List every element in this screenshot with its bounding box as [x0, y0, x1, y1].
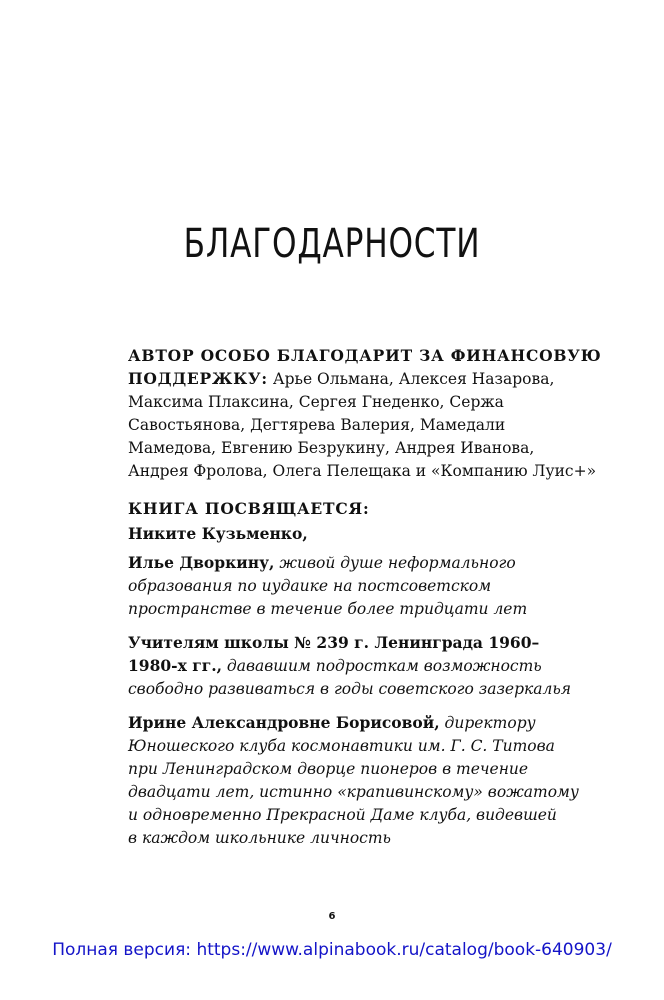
finance-line3: Максима Плаксина, Сергея Гнеденко, Сержа: [128, 393, 504, 411]
school-line2: [128, 654, 598, 678]
borisova-name: Ирине Александровне Борисовой,: [128, 713, 440, 732]
dvorkin-line2: образования по иудаике на постсоветском: [128, 577, 492, 595]
finance-line2: [128, 367, 598, 391]
finance-line6: Андрея Фролова, Олега Пелещака и «Компанию Луис+»: [128, 462, 597, 480]
borisova-line1: [128, 711, 598, 735]
page-number: 6: [328, 911, 336, 922]
borisova-line6: в каждом школьнике личность: [128, 829, 391, 847]
school-line2-rest: дававшим подросткам возможность: [222, 657, 542, 675]
dvorkin-line1-rest: живой душе неформального: [274, 554, 516, 572]
school-line3: свободно развиваться в годы советского зазеркалья: [128, 680, 572, 698]
finance-line5: Мамедова, Евгению Безрукину, Андрея Иванова,: [128, 439, 535, 457]
finance-line2-rest: Арье Ольмана, Алексея Назарова,: [267, 370, 555, 388]
dedication-borisova: [128, 711, 598, 850]
finance-paragraph: [128, 344, 602, 483]
borisova-line3: при Ленинградском дворце пионеров в течение: [128, 760, 529, 778]
borisova-line1-rest: директору: [439, 714, 536, 732]
content-body: [128, 344, 602, 850]
school-line2-bold: 1980-х гг.,: [128, 656, 222, 675]
full-version-link[interactable]: Полная версия: https://www.alpinabook.ru/catalog/book-640903/: [52, 940, 612, 960]
finance-heading-line2: ПОДДЕРЖКУ:: [128, 369, 268, 388]
dedication-heading-paragraph: [128, 497, 598, 545]
dedication-kuzmenko: Никите Кузьменко,: [128, 524, 308, 543]
school-line1: Учителям школы № 239 г. Ленинграда 1960–: [128, 633, 540, 652]
borisova-line2: Юношеского клуба космонавтики им. Г. С. Титова: [128, 737, 555, 755]
borisova-line5: и одновременно Прекрасной Даме клуба, видевшей: [128, 806, 557, 824]
finance-heading-line1: АВТОР ОСОБО БЛАГОДАРИТ ЗА ФИНАНСОВУЮ: [128, 346, 602, 365]
borisova-line4: двадцати лет, истинно «крапивинскому» вожатому: [128, 783, 579, 801]
dvorkin-line3: пространстве в течение более тридцати лет: [128, 600, 528, 618]
dvorkin-line1: [128, 551, 598, 575]
dedication-dvorkin: [128, 551, 598, 621]
dedication-heading: КНИГА ПОСВЯЩАЕТСЯ:: [128, 499, 370, 518]
dvorkin-name: Илье Дворкину,: [128, 553, 275, 572]
dedication-school: [128, 631, 598, 701]
page-title: БЛАГОДАРНОСТИ: [183, 221, 481, 267]
finance-line4: Савостьянова, Дегтярева Валерия, Мамедали: [128, 416, 506, 434]
